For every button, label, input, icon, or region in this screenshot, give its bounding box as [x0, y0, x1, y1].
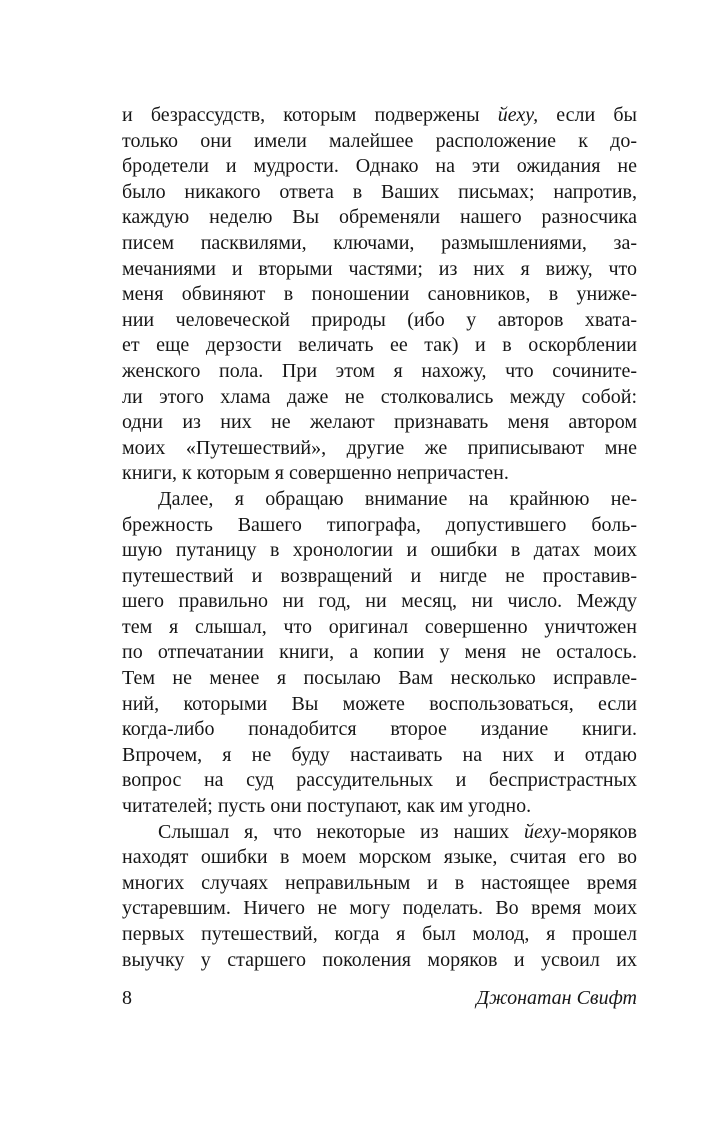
text-line: [122, 103, 637, 129]
text-segment: шего правильно ни год, ни месяц, ни число. Между: [122, 590, 637, 613]
page-footer: [122, 986, 637, 1011]
text-segment: брежность Вашего типографа, допустившего боль-: [122, 513, 637, 536]
text-line: [122, 564, 637, 590]
text-line: [122, 205, 637, 231]
text-line: [122, 513, 637, 539]
text-line: [122, 871, 637, 897]
text-segment: нии человеческой природы (ибо у авторов хвата-: [122, 308, 637, 331]
text-segment: Впрочем, я не буду настаивать на них и отдаю: [122, 743, 637, 766]
text-line: [122, 666, 637, 692]
text-segment: женского пола. При этом я нахожу, что сочините-: [122, 359, 637, 382]
text-line: [122, 538, 637, 564]
text-segment: моих «Путешествий», другие же приписывают мне: [122, 436, 637, 459]
page-number: 8: [122, 987, 132, 1009]
text-line: [122, 922, 637, 948]
text-line: [122, 461, 637, 487]
text-line: [122, 180, 637, 206]
text-line: [122, 615, 637, 641]
text-segment: и безрассудств, которым подвержены: [122, 104, 498, 126]
text-segment: писем пасквилями, ключами, размышлениями, за-: [122, 231, 637, 254]
body-text: [122, 103, 637, 973]
text-line: [122, 692, 637, 718]
text-line: [122, 359, 637, 385]
text-line: [122, 820, 637, 846]
text-line: [122, 333, 637, 359]
text-segment: ли этого хлама даже не столковались между собой:: [122, 385, 637, 408]
running-title-author: Джонатан Свифт: [476, 987, 637, 1009]
text-segment: вопрос на суд рассудительных и беспристрастных: [122, 769, 637, 792]
text-segment: тем я слышал, что оригинал совершенно уничтожен: [122, 615, 637, 638]
text-segment: путешествий и возвращений и нигде не проставив-: [122, 564, 637, 587]
text-segment: когда-либо понадобится второе издание книги.: [122, 718, 637, 741]
text-line: [122, 589, 637, 615]
text-segment: одни из них не желают признавать меня автором: [122, 411, 637, 434]
text-segment: бродетели и мудрости. Однако на эти ожидания не: [122, 155, 637, 178]
text-line: [122, 743, 637, 769]
text-line: [122, 436, 637, 462]
text-segment: устаревшим. Ничего не могу поделать. Во время моих: [122, 897, 637, 920]
text-segment: шую путаницу в хронологии и ошибки в датах моих: [122, 539, 637, 562]
text-segment: книги, к которым я совершенно непричастен.: [122, 462, 509, 485]
text-segment: читателей; пусть они поступают, как им угодно.: [122, 795, 532, 818]
text-line: [122, 410, 637, 436]
text-line: [122, 129, 637, 155]
text-line: [122, 231, 637, 257]
text-line: [122, 282, 637, 308]
text-line: [122, 948, 637, 974]
text-line: [122, 640, 637, 666]
text-line: [122, 308, 637, 334]
text-segment: выучку у старшего поколения моряков и усвоил их: [122, 948, 637, 971]
text-segment: Далее, я обращаю внимание на крайнюю не-: [158, 487, 637, 510]
text-segment: Слышал я, что некоторые из наших: [158, 820, 524, 843]
text-line: [122, 154, 637, 180]
text-segment: по отпечатании книги, а копии у меня не осталось.: [122, 641, 637, 664]
italic-term: йеху: [523, 820, 561, 843]
text-segment: находят ошибки в моем морском языке, считая его во: [122, 846, 637, 869]
text-segment: меня обвиняют в поношении сановников, в униже-: [122, 283, 637, 306]
text-line: [122, 845, 637, 871]
text-segment: ет еще дерзости величать ее так) и в оскорблении: [122, 334, 637, 357]
text-segment: если бы: [538, 104, 637, 126]
text-line: [122, 896, 637, 922]
text-line: [122, 717, 637, 743]
text-line: [122, 768, 637, 794]
text-segment: было никакого ответа в Ваших письмах; напротив,: [122, 180, 637, 203]
text-line: [122, 794, 637, 820]
text-segment: ний, которыми Вы можете воспользоваться, если: [122, 692, 637, 715]
text-line: [122, 487, 637, 513]
text-segment: -моряков: [560, 820, 637, 843]
text-segment: первых путешествий, когда я был молод, я прошел: [122, 923, 637, 945]
text-line: [122, 385, 637, 411]
text-segment: многих случаях неправильным и в настоящее время: [122, 871, 637, 894]
text-line: [122, 257, 637, 283]
italic-term: йеху,: [497, 104, 539, 126]
text-segment: только они имели малейшее расположение к до-: [122, 129, 637, 152]
text-segment: каждую неделю Вы обременяли нашего разносчика: [122, 206, 637, 229]
text-segment: мечаниями и вторыми частями; из них я вижу, что: [122, 257, 637, 280]
text-segment: Тем не менее я посылаю Вам несколько исправле-: [122, 667, 637, 690]
